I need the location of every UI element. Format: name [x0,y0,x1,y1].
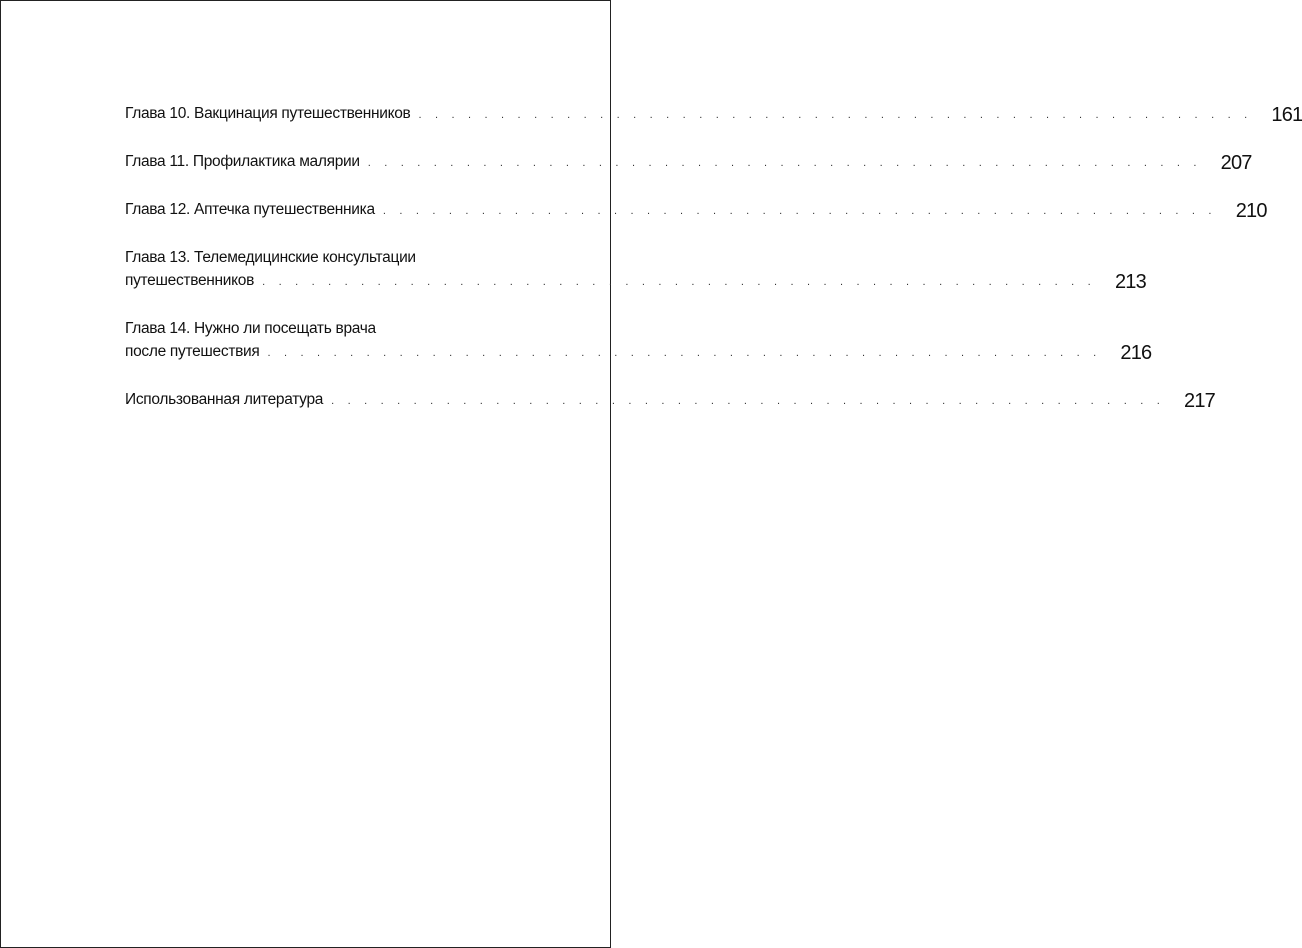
toc-page-number: 161 [1271,104,1302,126]
dot-leader [383,200,1217,223]
dot-leader [268,342,1102,365]
toc-entry-title: Использованная литература [125,391,324,408]
dot-leader [418,104,1252,127]
toc-page-number: 210 [1235,200,1267,222]
toc-entry-text [125,150,1208,175]
toc-entry-title: Глава 11. Профилактика малярии [125,153,360,170]
toc-entry-chapter-10[interactable] [125,102,1302,127]
toc-entry-chapter-11[interactable] [125,150,1252,175]
toc-entry-text [125,246,1102,294]
toc-entry-text [125,388,1171,413]
dot-leader [368,152,1202,175]
dot-leader [262,271,1096,294]
toc-entry-text [125,317,1107,365]
toc-entry-title: Глава 10. Вакцинация путешественников [125,105,411,122]
table-of-contents [125,102,1302,413]
toc-page-number: 207 [1220,152,1252,174]
dot-leader [331,390,1165,413]
toc-page-number: 216 [1120,342,1152,364]
toc-entry-references[interactable] [125,388,1215,413]
toc-page-number: 217 [1184,390,1215,412]
toc-page-number: 213 [1114,271,1146,293]
toc-entry-title: Глава 12. Аптечка путешественника [125,201,375,218]
toc-entry-title-line-2: путешественников [125,272,255,289]
toc-entry-text [125,198,1223,223]
toc-entry-chapter-13[interactable] [125,246,1146,294]
toc-entry-chapter-14[interactable] [125,317,1152,365]
toc-entry-title-line-2: после путешествия [125,343,260,360]
toc-entry-title-line-1: Глава 14. Нужно ли посещать врача [125,320,376,337]
toc-entry-chapter-12[interactable] [125,198,1267,223]
toc-entry-text [125,102,1258,127]
toc-entry-title-line-1: Глава 13. Телемедицинские консультации [125,249,416,266]
